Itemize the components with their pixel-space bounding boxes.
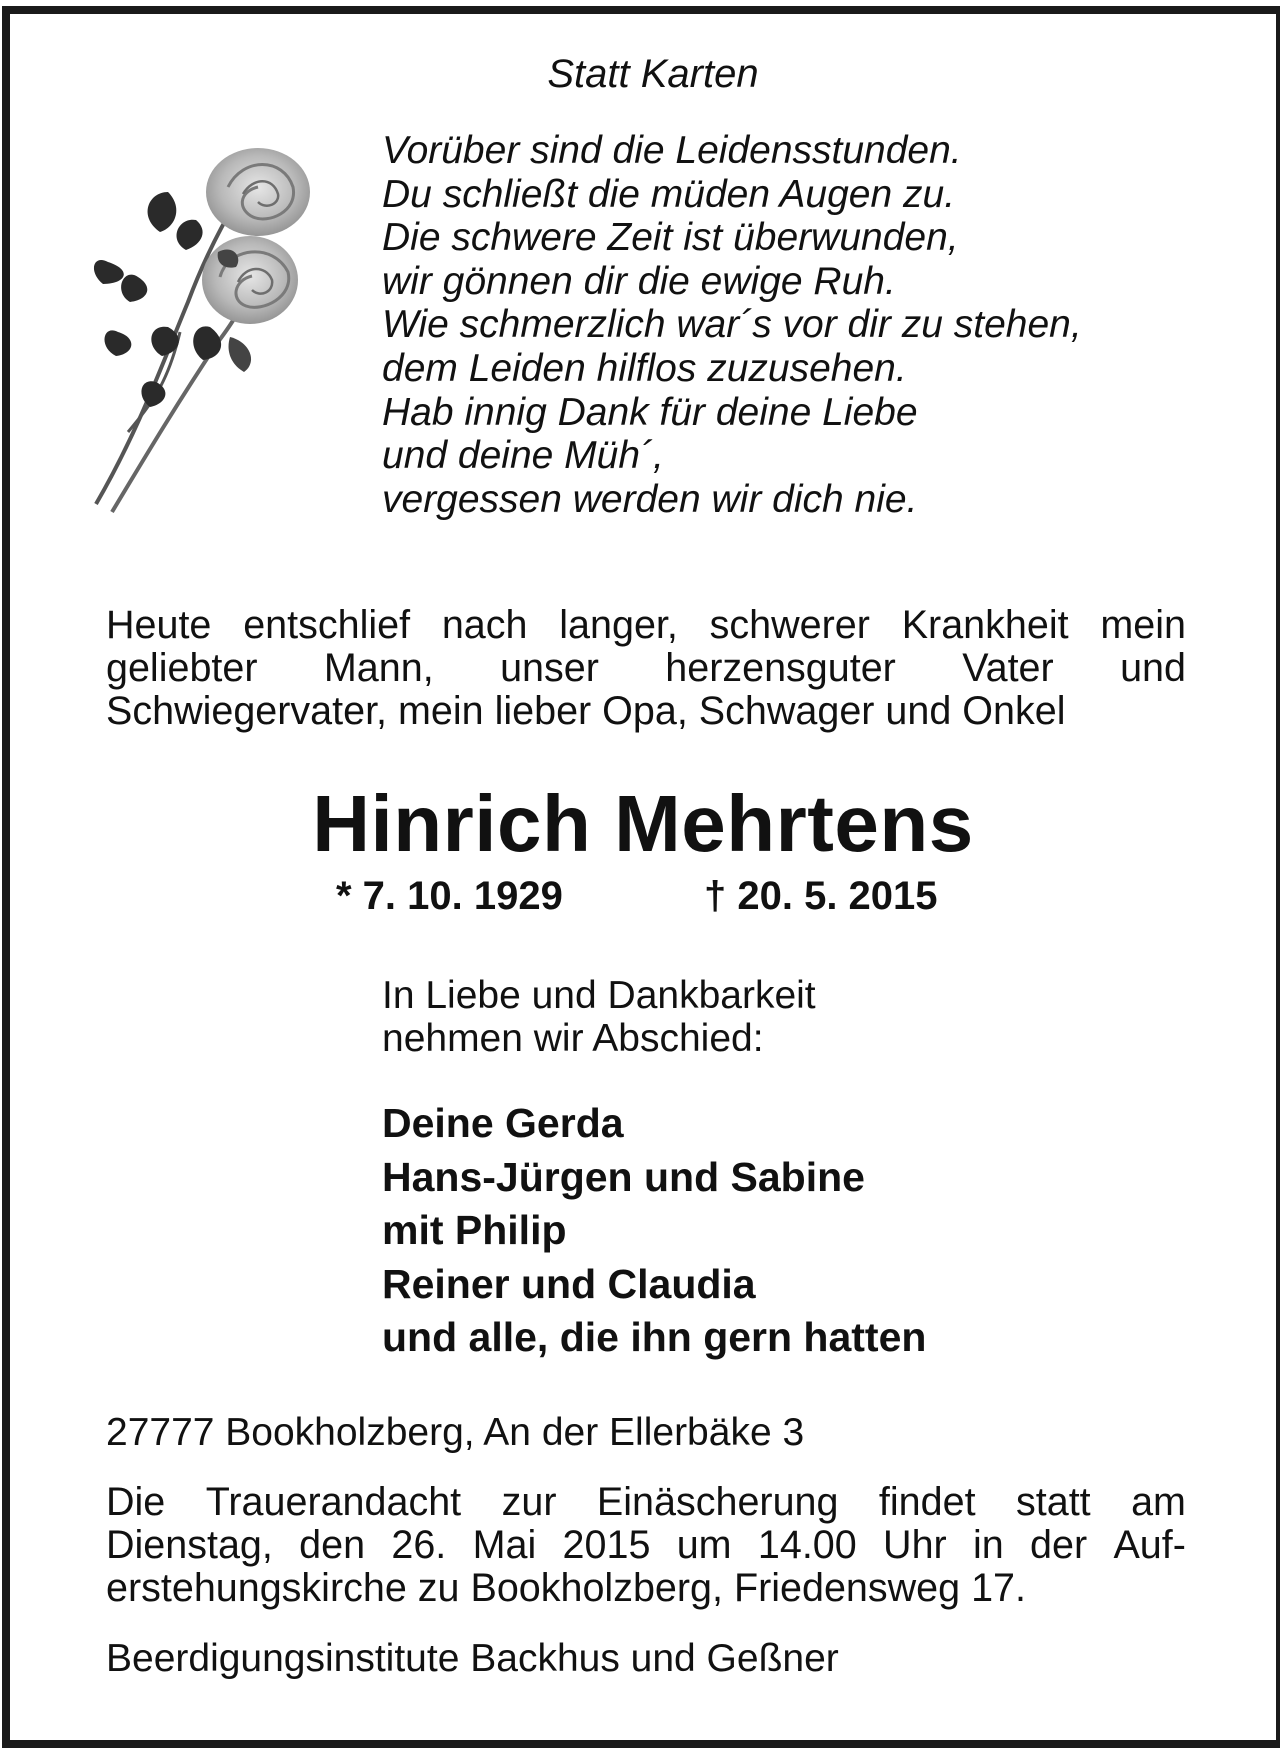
poem-line: Wie schmerzlich war´s vor dir zu stehen, [382,303,1082,347]
intro-word: langer, [559,603,678,647]
poem-line: vergessen werden wir dich nie. [382,477,918,521]
poem-line: Du schließt die müden Augen zu. [382,172,956,216]
family-member: Hans-Jürgen und Sabine [382,1153,865,1200]
intro-word: Heute [106,603,212,647]
death-date: † 20. 5. 2015 [704,874,938,918]
intro-line-2 [106,647,1186,690]
family-member: und alle, die ihn gern hatten [382,1314,927,1360]
service-word: findet [878,1480,976,1524]
intro-word: und [1120,646,1186,690]
service-line-1 [106,1481,1186,1524]
service-line-3: erstehungskirche zu Bookholzberg, Friedensweg 17. [106,1566,1026,1610]
intro-line-3: Schwiegervater, mein lieber Opa, Schwager und Onkel [106,689,1066,733]
intro-line-1 [106,604,1186,647]
service-word: Dienstag, [106,1523,273,1567]
intro-word: entschlief [243,603,411,647]
rose-icon [68,132,368,552]
service-word: Uhr [883,1523,947,1567]
intro-word: herzensguter [665,646,896,690]
header-title: Statt Karten [547,52,759,96]
intro-word: nach [441,603,528,647]
intro-paragraph [106,604,1186,733]
poem-line: dem Leiden hilflos zuzusehen. [382,346,907,390]
obituary-frame [2,6,1280,1748]
service-word: 26. [391,1523,447,1567]
intro-word: geliebter [106,646,258,690]
service-word: Trauerandacht [205,1480,462,1524]
family-list [382,1097,926,1365]
service-word: in [973,1523,1004,1567]
farewell-line: In Liebe und Dankbarkeit [382,974,816,1017]
intro-word: Mann, [323,646,434,690]
intro-word: Vater [962,646,1054,690]
service-word: der [1030,1523,1088,1567]
poem-line: Hab innig Dank für deine Liebe [382,390,918,434]
service-word: um [676,1523,732,1567]
family-member: Deine Gerda [382,1100,624,1146]
family-member: Reiner und Claudia [382,1260,756,1307]
intro-word: Krankheit [901,603,1069,647]
service-word: statt [1016,1480,1091,1524]
service-word: Die [106,1480,166,1524]
intro-word: unser [500,646,599,690]
service-word: 2015 [562,1523,651,1567]
service-word: Einäscherung [596,1480,839,1524]
poem-line: wir gönnen dir die ewige Ruh. [382,259,896,303]
service-word: den [299,1523,366,1567]
service-word: Auf- [1113,1523,1186,1567]
intro-word: mein [1100,603,1186,647]
poem-line: Vorüber sind die Leidensstunden. [382,129,962,172]
service-word: zur [501,1480,557,1524]
service-paragraph [106,1481,1186,1610]
service-word: 14.00 [757,1523,857,1567]
address: 27777 Bookholzberg, An der Ellerbäke 3 [106,1411,805,1454]
poem [382,129,1082,521]
farewell-line: nehmen wir Abschied: [382,1017,764,1060]
family-member: mit Philip [382,1207,567,1253]
poem-line: Die schwere Zeit ist überwunden, [382,216,959,260]
undertaker: Beerdigungsinstitute Backhus und Geßner [106,1637,839,1680]
intro-word: schwerer [709,603,870,647]
service-word: Mai [472,1523,537,1567]
birth-date: * 7. 10. 1929 [336,874,563,918]
service-word: am [1131,1480,1186,1524]
deceased-name: Hinrich Mehrtens [312,779,974,868]
service-line-2 [106,1524,1186,1567]
poem-line: und deine Müh´, [382,434,664,478]
farewell-text [382,974,816,1060]
